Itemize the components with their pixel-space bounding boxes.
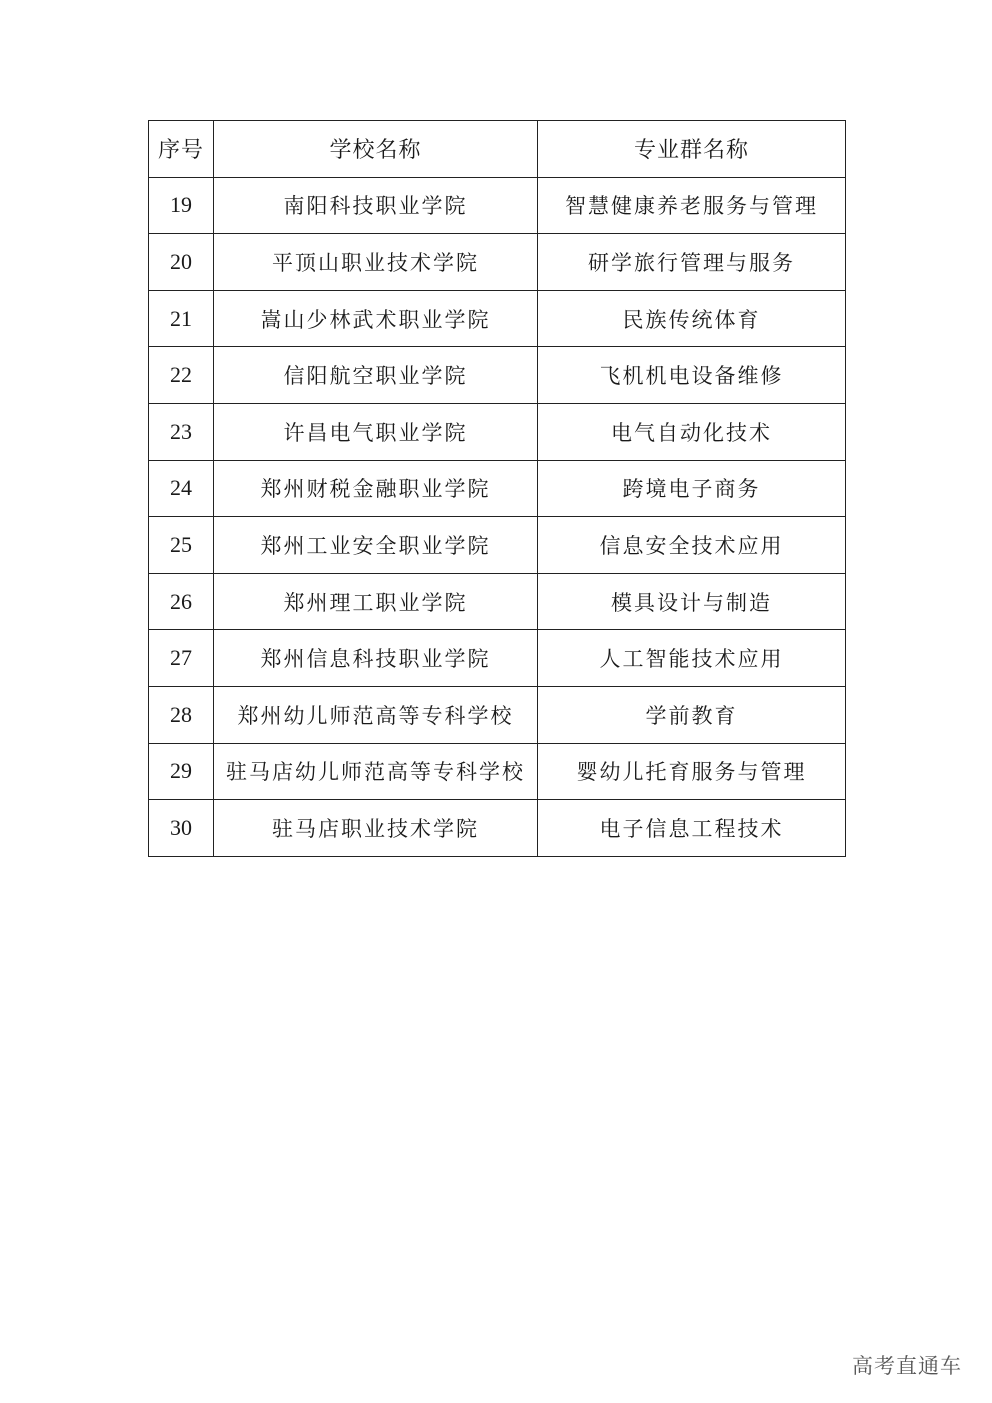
table-row — [149, 460, 846, 517]
table-row — [149, 800, 846, 857]
table-row — [149, 347, 846, 404]
row-school: 信阳航空职业学院 — [214, 347, 538, 404]
row-index: 23 — [149, 403, 214, 460]
row-major-group: 模具设计与制造 — [538, 573, 846, 630]
header-major-group: 专业群名称 — [538, 121, 846, 178]
row-major-group: 学前教育 — [538, 686, 846, 743]
row-school: 郑州幼儿师范高等专科学校 — [214, 686, 538, 743]
row-index: 19 — [149, 177, 214, 234]
row-school: 嵩山少林武术职业学院 — [214, 290, 538, 347]
row-index: 30 — [149, 800, 214, 857]
row-major-group: 民族传统体育 — [538, 290, 846, 347]
row-school: 平顶山职业技术学院 — [214, 234, 538, 291]
row-index: 21 — [149, 290, 214, 347]
table-row — [149, 630, 846, 687]
table-row — [149, 403, 846, 460]
row-index: 28 — [149, 686, 214, 743]
row-major-group: 信息安全技术应用 — [538, 517, 846, 574]
row-school: 许昌电气职业学院 — [214, 403, 538, 460]
header-school: 学校名称 — [214, 121, 538, 178]
row-index: 20 — [149, 234, 214, 291]
row-index: 22 — [149, 347, 214, 404]
header-index: 序号 — [149, 121, 214, 178]
row-school: 驻马店职业技术学院 — [214, 800, 538, 857]
row-school: 驻马店幼儿师范高等专科学校 — [214, 743, 538, 800]
table-row — [149, 517, 846, 574]
row-index: 27 — [149, 630, 214, 687]
table-row — [149, 686, 846, 743]
row-major-group: 研学旅行管理与服务 — [538, 234, 846, 291]
school-major-table — [148, 120, 846, 857]
table-row — [149, 290, 846, 347]
row-index: 29 — [149, 743, 214, 800]
table-row — [149, 743, 846, 800]
row-index: 26 — [149, 573, 214, 630]
row-index: 24 — [149, 460, 214, 517]
watermark-text: 高考直通车 — [852, 1354, 962, 1378]
table-row — [149, 234, 846, 291]
row-school: 南阳科技职业学院 — [214, 177, 538, 234]
table-row — [149, 573, 846, 630]
row-major-group: 智慧健康养老服务与管理 — [538, 177, 846, 234]
row-school: 郑州财税金融职业学院 — [214, 460, 538, 517]
table-row — [149, 177, 846, 234]
table-header-row — [149, 121, 846, 178]
row-school: 郑州理工职业学院 — [214, 573, 538, 630]
row-major-group: 人工智能技术应用 — [538, 630, 846, 687]
row-school: 郑州信息科技职业学院 — [214, 630, 538, 687]
row-major-group: 电气自动化技术 — [538, 403, 846, 460]
row-school: 郑州工业安全职业学院 — [214, 517, 538, 574]
row-major-group: 婴幼儿托育服务与管理 — [538, 743, 846, 800]
row-major-group: 电子信息工程技术 — [538, 800, 846, 857]
row-index: 25 — [149, 517, 214, 574]
row-major-group: 跨境电子商务 — [538, 460, 846, 517]
row-major-group: 飞机机电设备维修 — [538, 347, 846, 404]
